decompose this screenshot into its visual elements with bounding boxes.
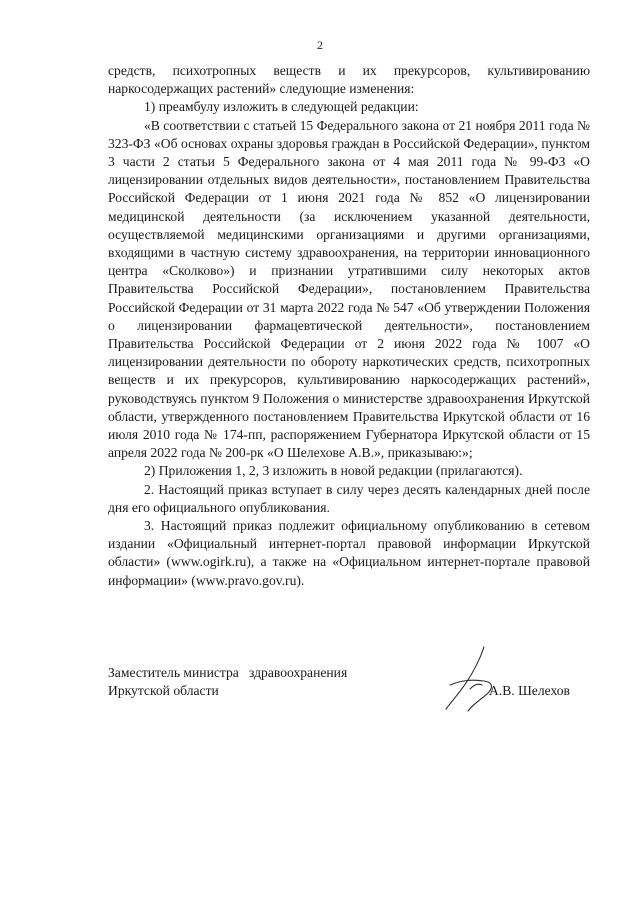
- paragraph-continuation: средств, психотропных веществ и их прекурсоров, культивированию наркосодержащих растений» следующие изменения:: [108, 63, 590, 97]
- paragraph-clause-2: 2. Настоящий приказ вступает в силу через десять календарных дней после дня его официального опубликования.: [108, 481, 590, 515]
- signatory-position-line-1: Заместитель министра здравоохранения: [108, 665, 348, 680]
- signatory-position-line-2: Иркутской области: [108, 683, 219, 699]
- signatory-position: [108, 664, 428, 700]
- paragraph-item-1: 1) преамбулу изложить в следующей редакции:: [144, 99, 419, 115]
- paragraph-preamble: «В соответствии с статьей 15 Федерального закона от 21 ноября 2011 года № 323-ФЗ «Об основах охраны здоровья граждан в Российской Федерации», пунктом 3 части 2 статьи 5 Федерального закона от 4 мая 2011 года № 99-ФЗ «О лицензировании отдельных видов деятельности», постановлением Правительства Российской Федерации от 1 июня 2021 года № 852 «О лицензировании медицинской деятельности (за исключением указанной деятельности, осуществляемой медицинскими организациями и другими организациями, входящими в частную систему здравоохранения, на территории инновационного центра «Сколково») и признании утратившими силу некоторых актов Правительства Российской Федерации», постановлением Правительства Российской Федерации от 31 марта 2022 года № 547 «Об утверждении Положения о лицензировании фармацевтической деятельности», постановлением Правительства Российской Федерации от 2 июня 2022 года № 1007 «О лицензировании деятельности по обороту наркотических средств, психотропных веществ и их прекурсоров, культивированию наркосодержащих растений», руководствуясь пунктом 9 Положения о министерстве здравоохранения Иркутской области, утвержденного постановлением Правительства Иркутской области от 16 июля 2010 года № 174-пп, распоряжением Губернатора Иркутской области от 15 апреля 2022 года № 200-рк «О Шелехове А.В.», приказываю:»;: [108, 117, 590, 461]
- document-body: [108, 62, 590, 590]
- paragraph-clause-3: 3. Настоящий приказ подлежит официальному опубликованию в сетевом издании «Официальный интернет-портал правовой информации Иркутской области» (www.ogirk.ru), а также на «Официальном интернет-портале правовой информации» (www.pravo.gov.ru).: [108, 518, 590, 588]
- handwritten-signature: [440, 645, 510, 715]
- signatory-name: А.В. Шелехов: [489, 683, 570, 698]
- page-number: 2: [317, 38, 323, 52]
- paragraph-item-2: 2) Приложения 1, 2, 3 изложить в новой редакции (прилагаются).: [144, 463, 523, 479]
